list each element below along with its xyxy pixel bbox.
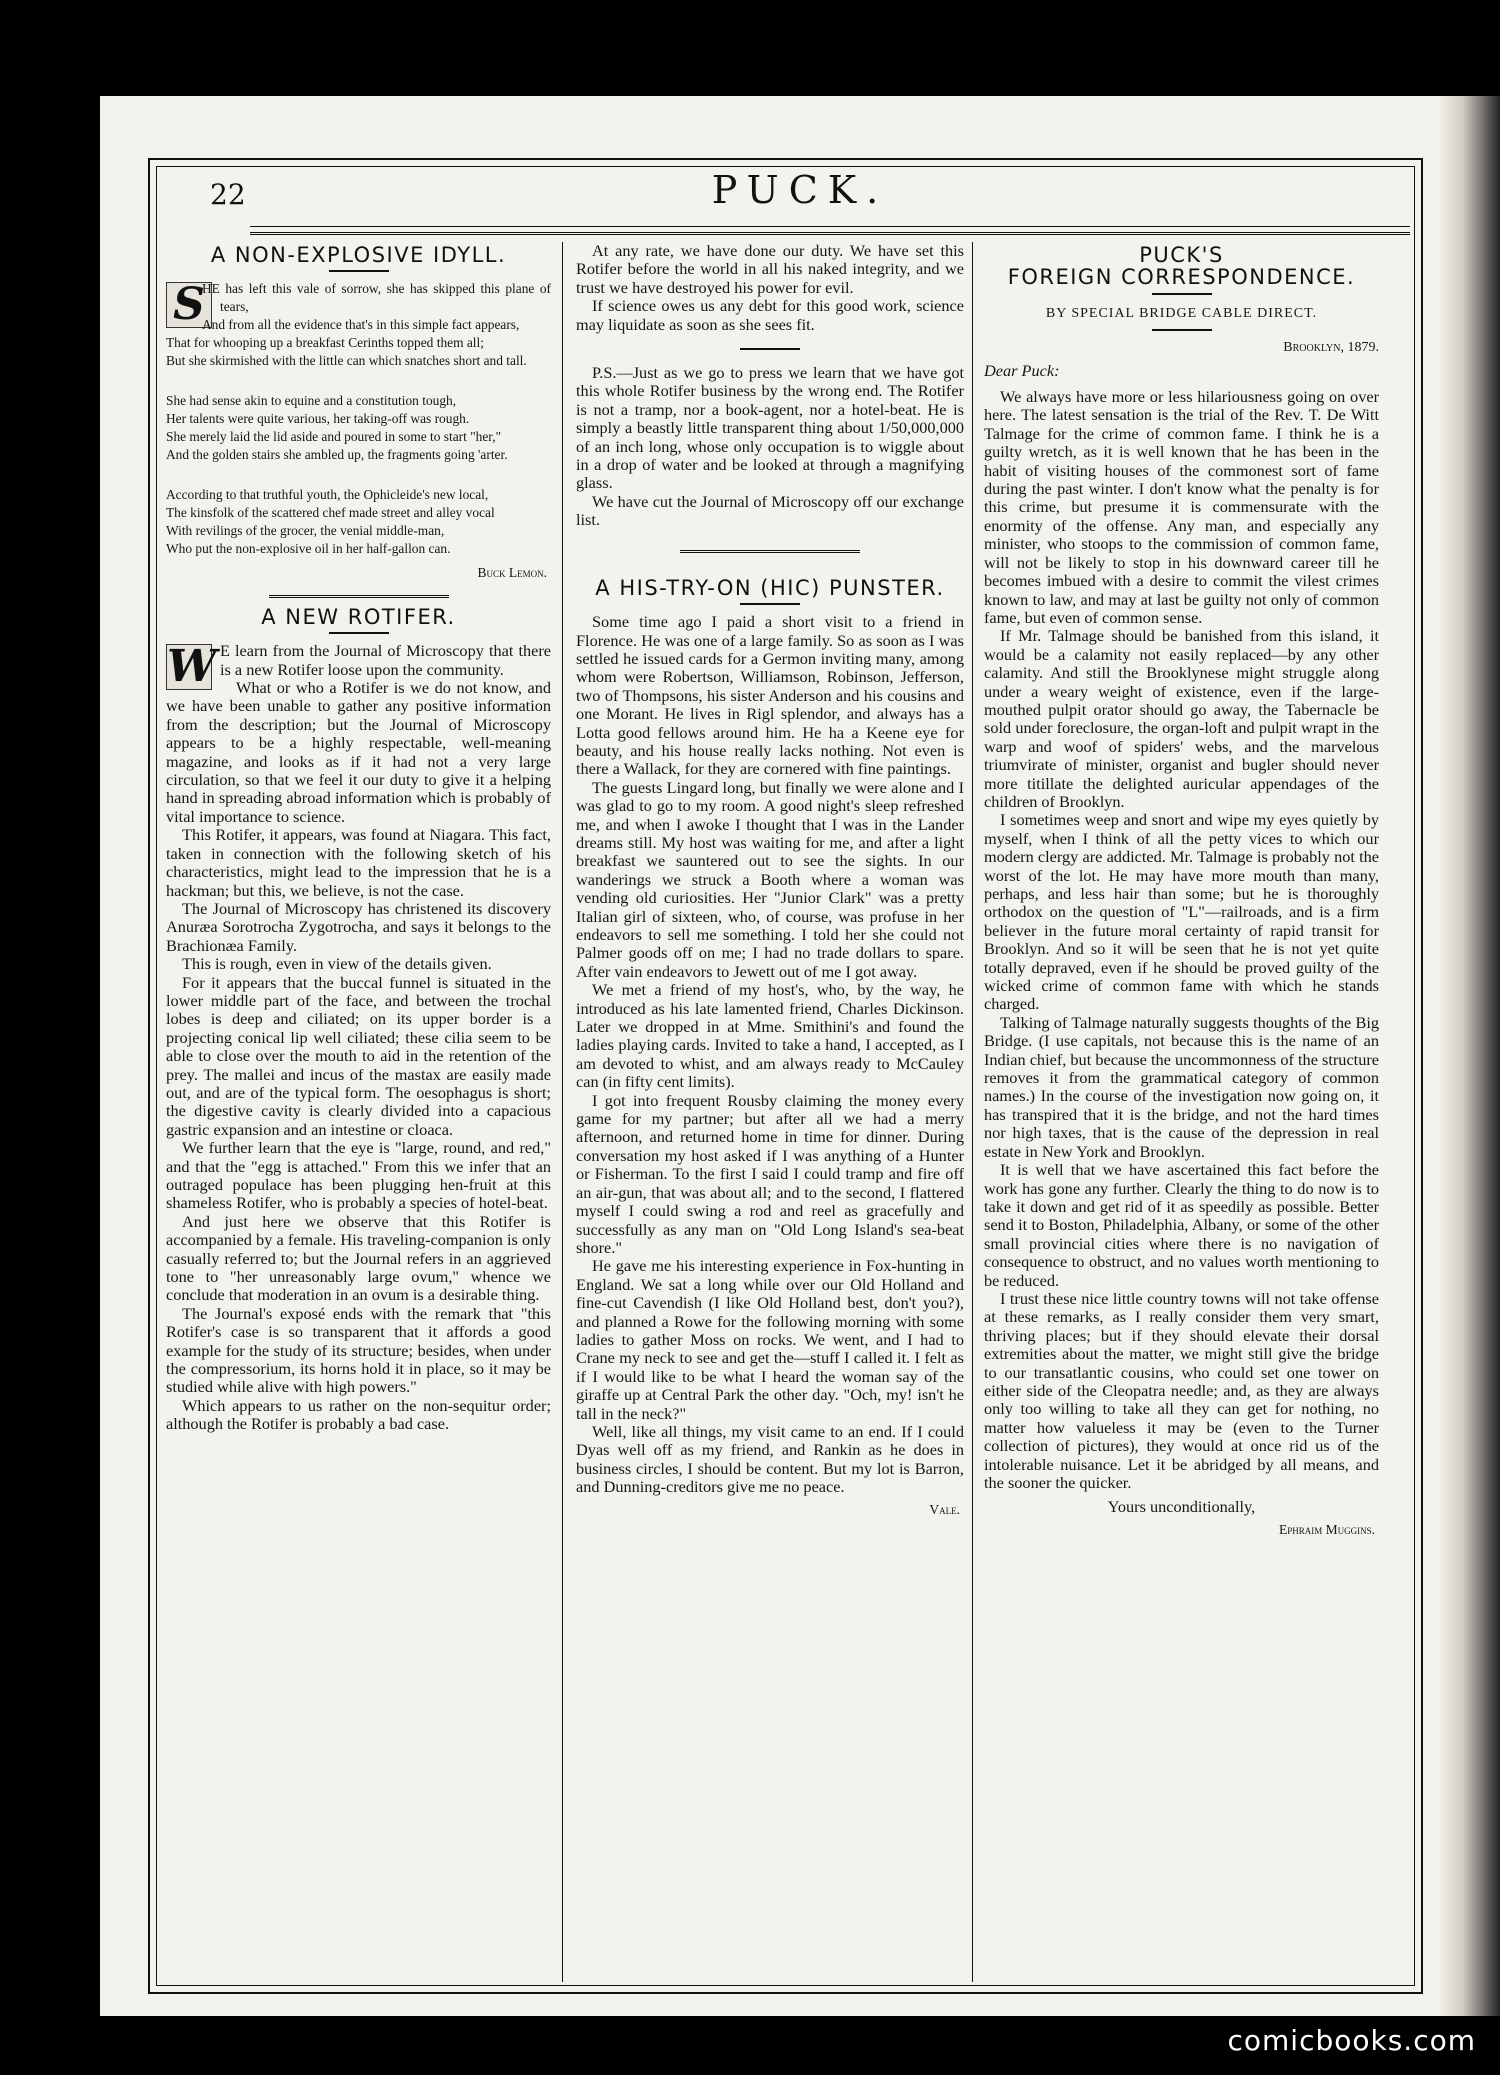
article-paragraph: The guests Lingard long, but finally we were alone and I was glad to go to my room. A good night's sleep refreshed me, and when I awoke I thought that I was in the Lander dreams still. My host was waiting for me, and after a light breakfast we sauntered out to see the sights. In our wanderings we struck a Booth where a woman was vending old curiosities. Her "Junior Clark" was a pretty Italian girl of sixteen, who, of course, was profuse in her endeavors to sell me something. I told her she could not Palmer goods off on me; I had no trade dollars to spare. After vain endeavors to Jewett out of me I got away. [576, 777, 964, 981]
poem-line: According to that truthful youth, the Ophicleide's new local, [166, 487, 489, 503]
title-rule [329, 270, 389, 272]
article-paragraph: Talking of Talmage naturally suggests thoughts of the Big Bridge. (I use capitals, not because this is the name of an Indian chief, but because the uncommonness of the structure removes it from the grammatical category of common names.) In the course of the investigation now going on, it has transpired that it is the bridge, and not the hard times nor high taxes, that is the cause of the depression in real estate in New York and Brooklyn. [984, 1012, 1379, 1161]
poem-line: She had sense akin to equine and a constitution tough, [166, 393, 457, 409]
poem-line: HE has left this vale of sorrow, she has skipped this plane of tears, [202, 281, 551, 315]
punster-signature: Vale. [929, 1501, 960, 1517]
article-paragraph: He gave me his interesting experience in Fox-hunting in England. We sat a long while over our Old Holland and fine-cut Cavendish (I like Old Holland best, don't you?), and planned a Rowe for the following morning with some ladies to gather Moss on rocks. We went, and I had to Crane my neck to see and get the—stuff I called it. I felt as if I would like to be what I heard the woman say of the giraffe up at Central Park the other day. "Och, my! isn't he tall in the neck?" [576, 1256, 964, 1423]
dropcap-w: W [167, 641, 217, 693]
page-spine-shadow [1438, 96, 1500, 2016]
article-paragraph: And just here we observe that this Rotifer is accompanied by a female. His traveling-companion is only casually referred to; but the Journal refers in an aggrieved tone to "her unreasonably large ovum," whence we conclude that moderation in an ovum is a desirable thing. [166, 1211, 551, 1305]
article-paragraph: I trust these nice little country towns will not take offense at these remarks, as I really consider them very smart, thriving places; but if they should elevate their dorsal extremities about the matter, we might still give the bridge to our transatlantic cousins, who could set one tower on either side of the Cleopatra needle; and, as they are always only too willing to take all they can get for nothing, no matter how valueless it may be (even to the Turner collection of pictures), they would at once rid us of the intolerable nuisance. Let it be abridged by all means, and the sooner the quicker. [984, 1288, 1379, 1492]
section-rule [680, 550, 860, 553]
salutation: Dear Puck: [984, 360, 1060, 380]
article-paragraph: We met a friend of my host's, who, by the way, he introduced as his late lamented friend, Charles Dickinson. Later we dropped in at Mme. Smithini's and found the ladies playing cards. Invited to take a hand, I accepted, as I am devoted to whist, and am always ready to McCauley can (in fifty cent limits). [576, 980, 964, 1092]
article-paragraph: P.S.—Just as we go to press we learn that we have got this whole Rotifer business by the wrong end. The Rotifer is not a tramp, nor a book-agent, nor a hotel-beat. He is simply a beastly little transparent thing about 1/50,000,000 of an inch long, whose only occupation is to wiggle about in a drop of water and be looked at through a magnifying glass. [576, 363, 964, 493]
article-paragraph: This Rotifer, it appears, was found at Niagara. This fact, taken in connection with the following sketch of his characteristics, might lead to the impression that he is a hackman; but this, we believe, is not the case. [166, 825, 551, 900]
article-paragraph: The Journal of Microscopy has christened its discovery Anuræa Sorotrocha Zygotrocha, and says it belongs to the Brachionæa Family. [166, 898, 551, 955]
column-left [166, 242, 551, 1982]
poem-line: The kinsfolk of the scattered chef made street and alley vocal [166, 505, 495, 521]
article-paragraph: E learn from the Journal of Microscopy that there is a new Rotifer loose upon the community. [220, 641, 551, 679]
correspondence-title-line2: FOREIGN CORRESPONDENCE. [1007, 265, 1356, 290]
poem-line: But she skirmished with the little can which snatches short and tall. [166, 353, 527, 369]
section-rule [269, 595, 449, 598]
punster-title: A HIS-TRY-ON (HIC) PUNSTER. [595, 575, 945, 600]
poem-line: Her talents were quite various, her taking-off was rough. [166, 411, 470, 427]
column-divider [562, 242, 563, 1982]
header-rule [250, 226, 1410, 227]
article-paragraph: At any rate, we have done our duty. We have set this Rotifer before the world in all his naked integrity, and we trust we have destroyed his power for evil. [576, 242, 964, 297]
site-watermark: comicbooks.com [1227, 2024, 1476, 2057]
title-rule [740, 603, 800, 605]
poem-line: And the golden stairs she ambled up, the fragments going 'arter. [166, 447, 508, 463]
article-paragraph: I got into frequent Rousby claiming the money every game for my partner; but after all we had a merry afternoon, and returned home in time for dinner. During conversation my host asked if I was anything of a Hunter or Fisherman. To the first I said I could tramp and fire off an air-gun, that was about all; and to the second, I flattered myself I could swing a rod and reel as gracefully and successfully as any man on "Old Long Island's sea-beat shore." [576, 1090, 964, 1257]
poem-line: That for whooping up a breakfast Cerinths topped them all; [166, 335, 484, 351]
dateline: Brooklyn, 1879. [1283, 340, 1379, 356]
column-right [984, 242, 1379, 1982]
poem-line: And from all the evidence that's in this simple fact appears, [202, 317, 520, 333]
poem-line: Who put the non-explosive oil in her half-gallon can. [166, 541, 451, 557]
correspondence-subtitle: BY SPECIAL BRIDGE CABLE DIRECT. [1045, 305, 1318, 321]
article-paragraph: If Mr. Talmage should be banished from this island, it would be a calamity not easily replaced—by any other calamity. And still the Brooklynese might struggle along under a weary weight of existence, even if the large-mouthed pulpit orator should go away, the Tabernacle be sold under foreclosure, the organ-loft and pulpit wrapt in the warp and woof of spiders' webs, and the marvelous triumvirate of minister, organist and bugler should never more titillate the delighted auricular appendages of the children of Brooklyn. [984, 626, 1379, 811]
title-rule [1152, 329, 1212, 331]
title-rule [329, 632, 389, 634]
article-paragraph: We further learn that the eye is "large, round, and red," and that the "egg is attached." From this we infer that an outraged populace has been plugging hen-fruit at this shameless Rotifer, who is probably a species of hotel-beat. [166, 1138, 551, 1213]
idyll-title: A NON-EXPLOSIVE IDYLL. [210, 243, 507, 267]
article-paragraph: The Journal's exposé ends with the remark that "this Rotifer's case is so transparent that it affords a good example for the study of its structure; besides, when under the compressorium, its horns hold it in place, so it may be studied while alive with high powers." [166, 1303, 551, 1397]
poem-line: She merely laid the lid aside and poured in some to start "her," [166, 429, 502, 445]
article-paragraph: If science owes us any debt for this good work, science may liquidate as soon as she sees fit. [576, 296, 964, 334]
article-paragraph: This is rough, even in view of the details given. [182, 954, 492, 974]
closing-line: Yours unconditionally, [1107, 1497, 1256, 1517]
article-paragraph: We always have more or less hilariousness going on over here. The latest sensation is the trial of the Rev. T. De Witt Talmage for the crime of common fame. I think he is a guilty wretch, as it is well known that he has been in the habit of visiting houses of the commonest sort of fame during the past winter. I don't know what the penalty is for this crime, but presume it is commensurate with the enormity of the offense. Any man, and especially any minister, who stoops to the commission of common fame, will not be likely to stop in his downward career till he becomes imbued with a desire to commit the vilest crimes known to law, and may at last be guilty not only of common fame, but even of common sense. [984, 387, 1379, 627]
article-paragraph: I sometimes weep and snort and wipe my eyes quietly by myself, when I think of all the petty vices to which our modern clergy are addicted. Mr. Talmage is probably not the worst of the lot. He may have more mouth than many, perhaps, and less hair than some; but he is thoroughly orthodox on the question of "L"—railroads, and is a firm believer in the future moral certainty of rapid transit for Brooklyn. And so it will be seen that he is not yet quite totally depraved, even if he should be proved guilty of the wicked crime of common fame with which he stands charged. [984, 810, 1379, 1014]
article-paragraph: What or who a Rotifer is we do not know, and we have been unable to gather any positive information from the description; but the Journal of Microscopy appears to be a highly respectable, well-meaning magazine, and looks as if it had not a very large circulation, so that we feel it our duty to give it a helping hand in spreading abroad information which is probably of vital importance to science. [166, 678, 551, 826]
column-middle [576, 242, 964, 1982]
poem-line: With revilings of the grocer, the venial middle-man, [166, 523, 445, 539]
idyll-poem [166, 280, 551, 558]
page-number: 22 [210, 178, 246, 211]
magazine-page [100, 96, 1500, 2016]
article-paragraph: Well, like all things, my visit came to an end. If I could Dyas well off as my friend, and Rankin as he does in business circles, I should be content. But my lot is Barron, and Dunning-creditors give me no peace. [576, 1421, 964, 1497]
rotifer-title: A NEW ROTIFER. [261, 604, 456, 629]
dropcap-s: S [166, 282, 212, 328]
article-paragraph: Which appears to us rather on the non-sequitur order; although the Rotifer is probably a bad case. [166, 1395, 551, 1434]
masthead-title: PUCK. [711, 168, 889, 212]
idyll-signature: Buck Lemon. [477, 565, 547, 581]
header-double-rule [250, 232, 1410, 235]
article-paragraph: We have cut the Journal of Microscopy off our exchange list. [576, 491, 964, 530]
correspondence-title-line1: PUCK'S [1139, 243, 1224, 267]
article-paragraph: Some time ago I paid a short visit to a friend in Florence. He was one of a large family. So as soon as I was settled he issued cards for a Germon inviting many, among whom were Robertson, Williamson, Robinson, Jefferson, two of Thompsons, his sister Anderson and his cousins and one Morant. He lives in Rigl splendor, and always has a Lotta good fellows around him. He ha a Keene eye for beauty, and his house really lacks nothing. Not even is there a Wallack, for they are cornered with fine paintings. [576, 612, 964, 779]
correspondence-signature: Ephraim Muggins. [1278, 1521, 1375, 1537]
section-rule [740, 348, 800, 350]
title-rule [1152, 293, 1212, 295]
article-paragraph: For it appears that the buccal funnel is situated in the lower middle part of the face, and between the trochal lobes is deep and ciliated; on its upper border is a projecting conical lip well ciliated; these cilia seem to be able to close over the mouth to aid in the retention of the prey. The mallei and incus of the mastax are easily made out, and are of the typical form. The oesophagus is short; the digestive cavity is clearly divided into a capacious gastric expansion and an intestine or cloaca. [166, 972, 551, 1139]
column-divider [972, 242, 973, 1982]
article-paragraph: It is well that we have ascertained this fact before the work has gone any further. Clearly the thing to do now is to take it down and get rid of it as speedily as possible. Better send it to Boston, Philadelphia, Albany, or some of the other small provincial cities where there is no navigation of consequence to obstruct, and no values worth mentioning to be reduced. [984, 1160, 1379, 1290]
